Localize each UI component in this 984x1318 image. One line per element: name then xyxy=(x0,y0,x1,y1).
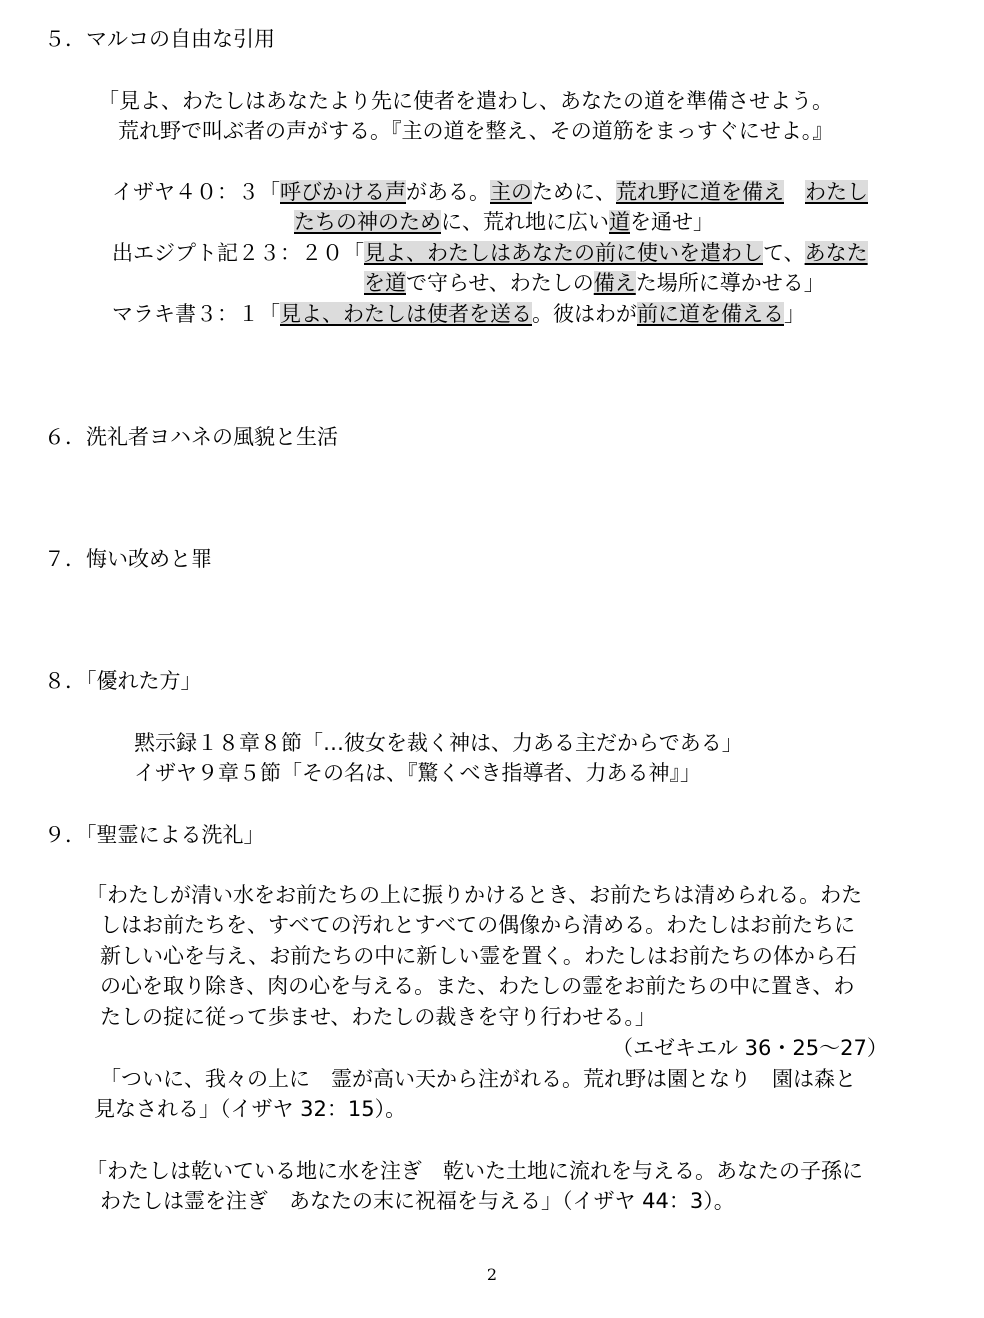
malachi-3-1-line xyxy=(112,299,805,329)
isaiah-40-3-line-2 xyxy=(294,207,714,237)
isaiah-44-quote-line-2: わたしは霊を注ぎ あなたの末に祝福を与える」（イザヤ 44：3）。 xyxy=(100,1189,735,1213)
highlight: 荒れ野に道を備え xyxy=(616,180,784,204)
ezekiel-quote-line-4: の心を取り除き、肉の心を与える。また、わたしの霊をお前たちの中に置き、わ xyxy=(100,974,855,998)
exodus-23-20-ref: 出エジプト記２３：２０「 xyxy=(112,241,364,265)
section-9-heading: ９．「聖霊による洗礼」 xyxy=(44,823,265,847)
ezekiel-quote-line-3: 新しい心を与え、お前たちの中に新しい霊を置く。わたしはお前たちの体から石 xyxy=(100,944,857,968)
ezekiel-quote-line-2: しはお前たちを、すべての汚れとすべての偶像から清める。わたしはお前たちに xyxy=(100,913,856,937)
highlight: 見よ、わたしはあなたの xyxy=(364,241,595,265)
highlight: 見よ、わたしは使者を送る xyxy=(280,302,532,326)
highlight: 主の xyxy=(490,180,532,204)
highlight: 前 xyxy=(595,241,616,265)
plain-text: で守らせ、わたしの xyxy=(406,271,594,295)
isaiah-9-5: イザヤ９章５節「その名は、『驚くべき指導者、力ある神』」 xyxy=(134,761,701,785)
plain-text: 。彼はわが xyxy=(532,302,637,326)
ezekiel-reference: （エゼキエル 36・25～27） xyxy=(612,1036,888,1060)
highlight: たちの神のため xyxy=(294,210,441,234)
highlight: 使いを遣わし xyxy=(637,241,763,265)
highlight: 前に道を備える xyxy=(637,302,784,326)
malachi-3-1-ref: マラキ書３：１「 xyxy=(112,302,280,326)
highlight: に xyxy=(616,241,637,265)
section-7-heading: ７．悔い改めと罪 xyxy=(44,547,212,571)
exodus-23-20-line-1 xyxy=(112,238,868,268)
isaiah-44-quote-line-1: 「わたしは乾いている地に水を注ぎ 乾いた土地に流れを与える。あなたの子孫に xyxy=(86,1159,863,1183)
plain-text: て、 xyxy=(763,241,805,265)
isaiah-40-3-line-1 xyxy=(112,177,868,207)
mark-quote-line-1: 「見よ、わたしはあなたより先に使者を遣わし、あなたの道を準備させよう。 xyxy=(98,89,833,113)
highlight: 呼びかける声 xyxy=(280,180,406,204)
plain-text: ために、 xyxy=(532,180,616,204)
isaiah-32-quote-line-1: 「ついに、我々の上に 霊が高い天から注がれる。荒れ野は園となり 園は森と xyxy=(100,1067,856,1091)
plain-text xyxy=(784,180,805,204)
highlight: を道 xyxy=(364,271,406,295)
isaiah-32-quote-line-2: 見なされる」（イザヤ 32：15）。 xyxy=(94,1097,407,1121)
highlight: 道 xyxy=(609,210,630,234)
ezekiel-quote-line-1: 「わたしが清い水をお前たちの上に振りかけるとき、お前たちは清められる。わた xyxy=(86,883,863,907)
plain-text: を通せ」 xyxy=(630,210,714,234)
plain-text: に、荒れ地に広い xyxy=(441,210,609,234)
page-number: 2 xyxy=(486,1265,498,1284)
plain-text: た場所に導かせる」 xyxy=(635,271,825,295)
plain-text: がある。 xyxy=(406,180,490,204)
plain-text: 」 xyxy=(784,302,805,326)
highlight: わたし xyxy=(805,180,868,204)
highlight: 備え xyxy=(593,271,636,295)
isaiah-40-3-ref: イザヤ４０：３「 xyxy=(112,180,280,204)
section-8-heading: ８．「優れた方」 xyxy=(44,669,202,693)
section-5-heading: ５．マルコの自由な引用 xyxy=(44,27,275,51)
exodus-23-20-line-2 xyxy=(364,268,825,298)
section-6-heading: ６．洗礼者ヨハネの風貌と生活 xyxy=(44,425,338,449)
revelation-18-8: 黙示録１８章８節「…彼女を裁く神は、力ある主だからである」 xyxy=(134,731,743,755)
highlight: あなた xyxy=(804,241,868,265)
mark-quote-line-2: 荒れ野で叫ぶ者の声がする。『主の道を整え、その道筋をまっすぐにせよ。』 xyxy=(118,119,834,143)
ezekiel-quote-line-5: たしの掟に従って歩ませ、わたしの裁きを守り行わせる。」 xyxy=(100,1005,656,1029)
